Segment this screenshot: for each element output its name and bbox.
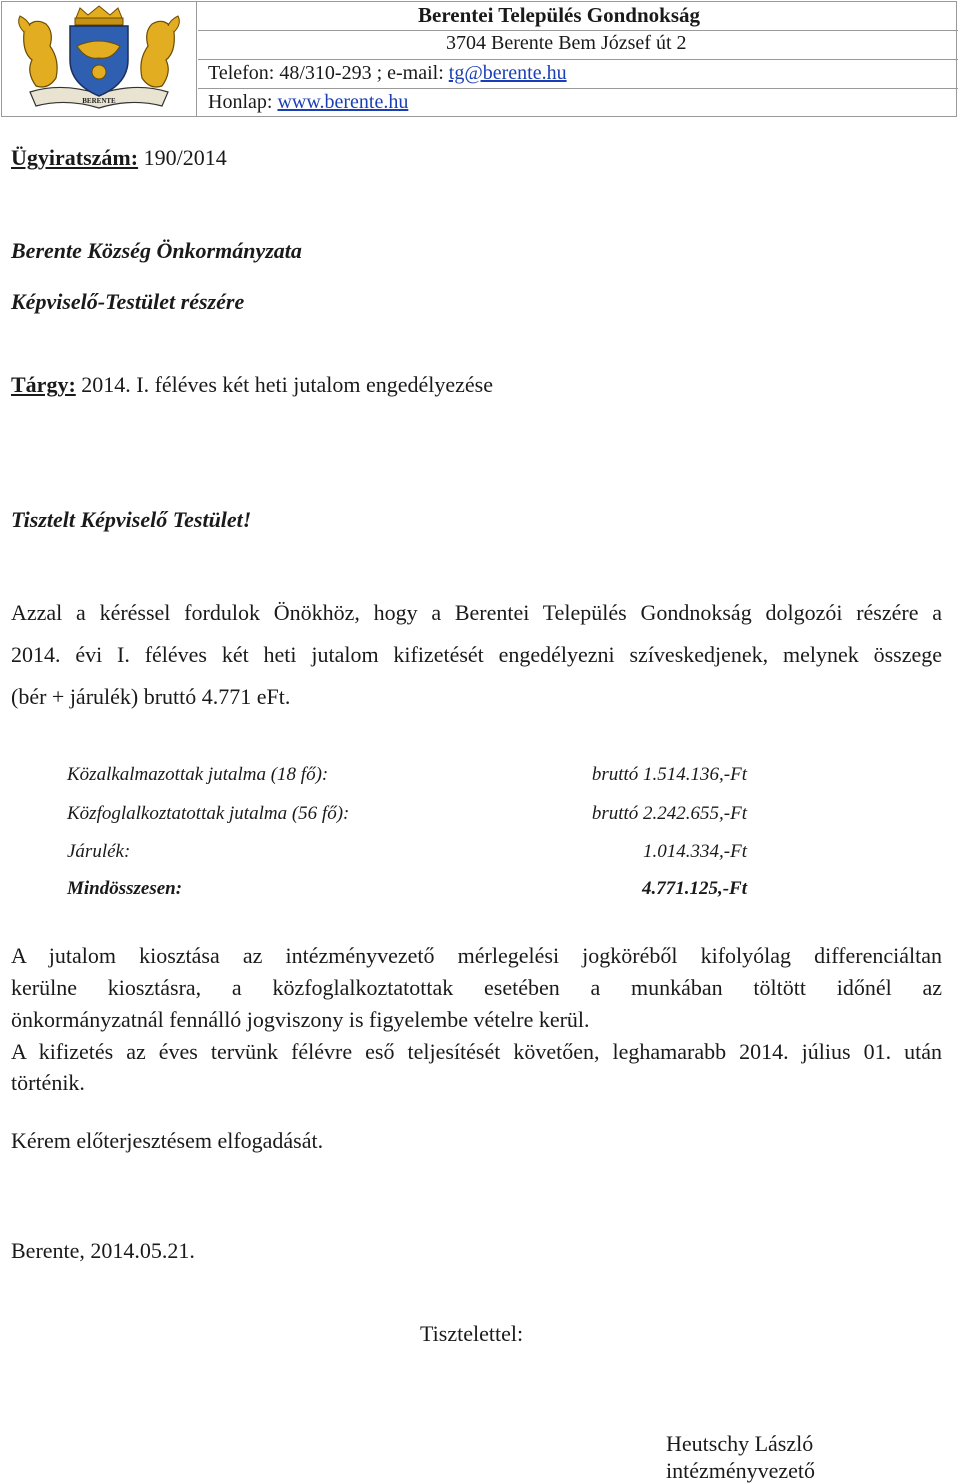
paragraph-3-line-1: A kifizetés az éves tervünk félévre eső teljesítését követően, leghamarabb 2014. július 01. után	[11, 1039, 942, 1064]
signer-name: Heutschy László	[666, 1431, 814, 1456]
organization-address: 3704 Berente Bem József út 2	[446, 32, 687, 54]
header-row-org	[198, 2, 958, 31]
reference-label: Ügyiratszám:	[11, 145, 139, 170]
paragraph-1-line-2: 2014. évi I. féléves két heti jutalom kifizetését engedélyezni szíveskedjenek, melynek összege	[11, 642, 942, 667]
paragraph-1-line-1: Azzal a kéréssel fordulok Önökhöz, hogy a Berentei Település Gondnokság dolgozói részére a	[11, 600, 942, 625]
place-date: Berente, 2014.05.21.	[11, 1238, 195, 1263]
subject-label: Tárgy:	[11, 372, 76, 397]
organization-name: Berentei Település Gondnokság	[418, 3, 701, 27]
contact-line	[208, 62, 567, 85]
website-link[interactable]: www.berente.hu	[277, 91, 409, 113]
paragraph-2-line-2: kerülne kiosztásra, a közfoglalkoztatottak esetében a munkában töltött időnél az	[11, 975, 942, 1000]
recipient-line-1: Berente Község Önkormányzata	[11, 238, 302, 263]
reference-value: 190/2014	[138, 145, 227, 170]
phone-label: Telefon: 48/310-293 ; e-mail:	[208, 62, 449, 84]
request-line: Kérem előterjesztésem elfogadását.	[11, 1128, 324, 1153]
paragraph-1-line-3: (bér + járulék) bruttó 4.771 eFt.	[11, 684, 291, 709]
paragraph-3-line-2: történik.	[11, 1070, 85, 1095]
amount-value-public-workers: bruttó 2.242.655,-Ft	[591, 803, 747, 824]
recipient-line-2: Képviselő-Testület részére	[11, 289, 245, 314]
reference-number-line	[11, 145, 227, 171]
paragraph-2-line-1: A jutalom kiosztása az intézményvezető mérlegelési jogköréből kifolyólag differenciáltan	[11, 943, 942, 968]
website-label: Honlap:	[208, 91, 278, 113]
amount-label-civil-servants: Közalkalmazottak jutalma (18 fő):	[67, 764, 329, 785]
amount-value-total: 4.771.125,-Ft	[641, 878, 747, 899]
coat-of-arms-cell	[2, 2, 197, 116]
subject-line	[11, 372, 493, 398]
amount-label-total: Mindösszesen:	[67, 878, 183, 899]
closing: Tisztelettel:	[420, 1321, 524, 1346]
coat-of-arms-logo	[2, 2, 197, 116]
website-line	[208, 91, 408, 114]
logo-banner-text: BERENTE	[82, 97, 116, 105]
subject-value: 2014. I. féléves két heti jutalom engedélyezése	[75, 372, 493, 397]
salutation: Tisztelt Képviselő Testület!	[11, 507, 252, 532]
letterhead	[1, 1, 957, 117]
signer-title: intézményvezető	[666, 1458, 816, 1483]
paragraph-2-line-3: önkormányzatnál fennálló jogviszony is figyelembe vételre kerül.	[11, 1007, 590, 1032]
email-link[interactable]: tg@berente.hu	[448, 62, 567, 84]
amount-value-civil-servants: bruttó 1.514.136,-Ft	[591, 764, 747, 785]
header-row-web	[198, 89, 958, 116]
amount-value-contributions: 1.014.334,-Ft	[643, 841, 747, 862]
header-row-contact	[198, 60, 958, 89]
amount-label-public-workers: Közfoglalkoztatottak jutalma (56 fő):	[67, 803, 350, 824]
amount-label-contributions: Járulék:	[67, 841, 131, 862]
header-row-address	[198, 31, 958, 60]
